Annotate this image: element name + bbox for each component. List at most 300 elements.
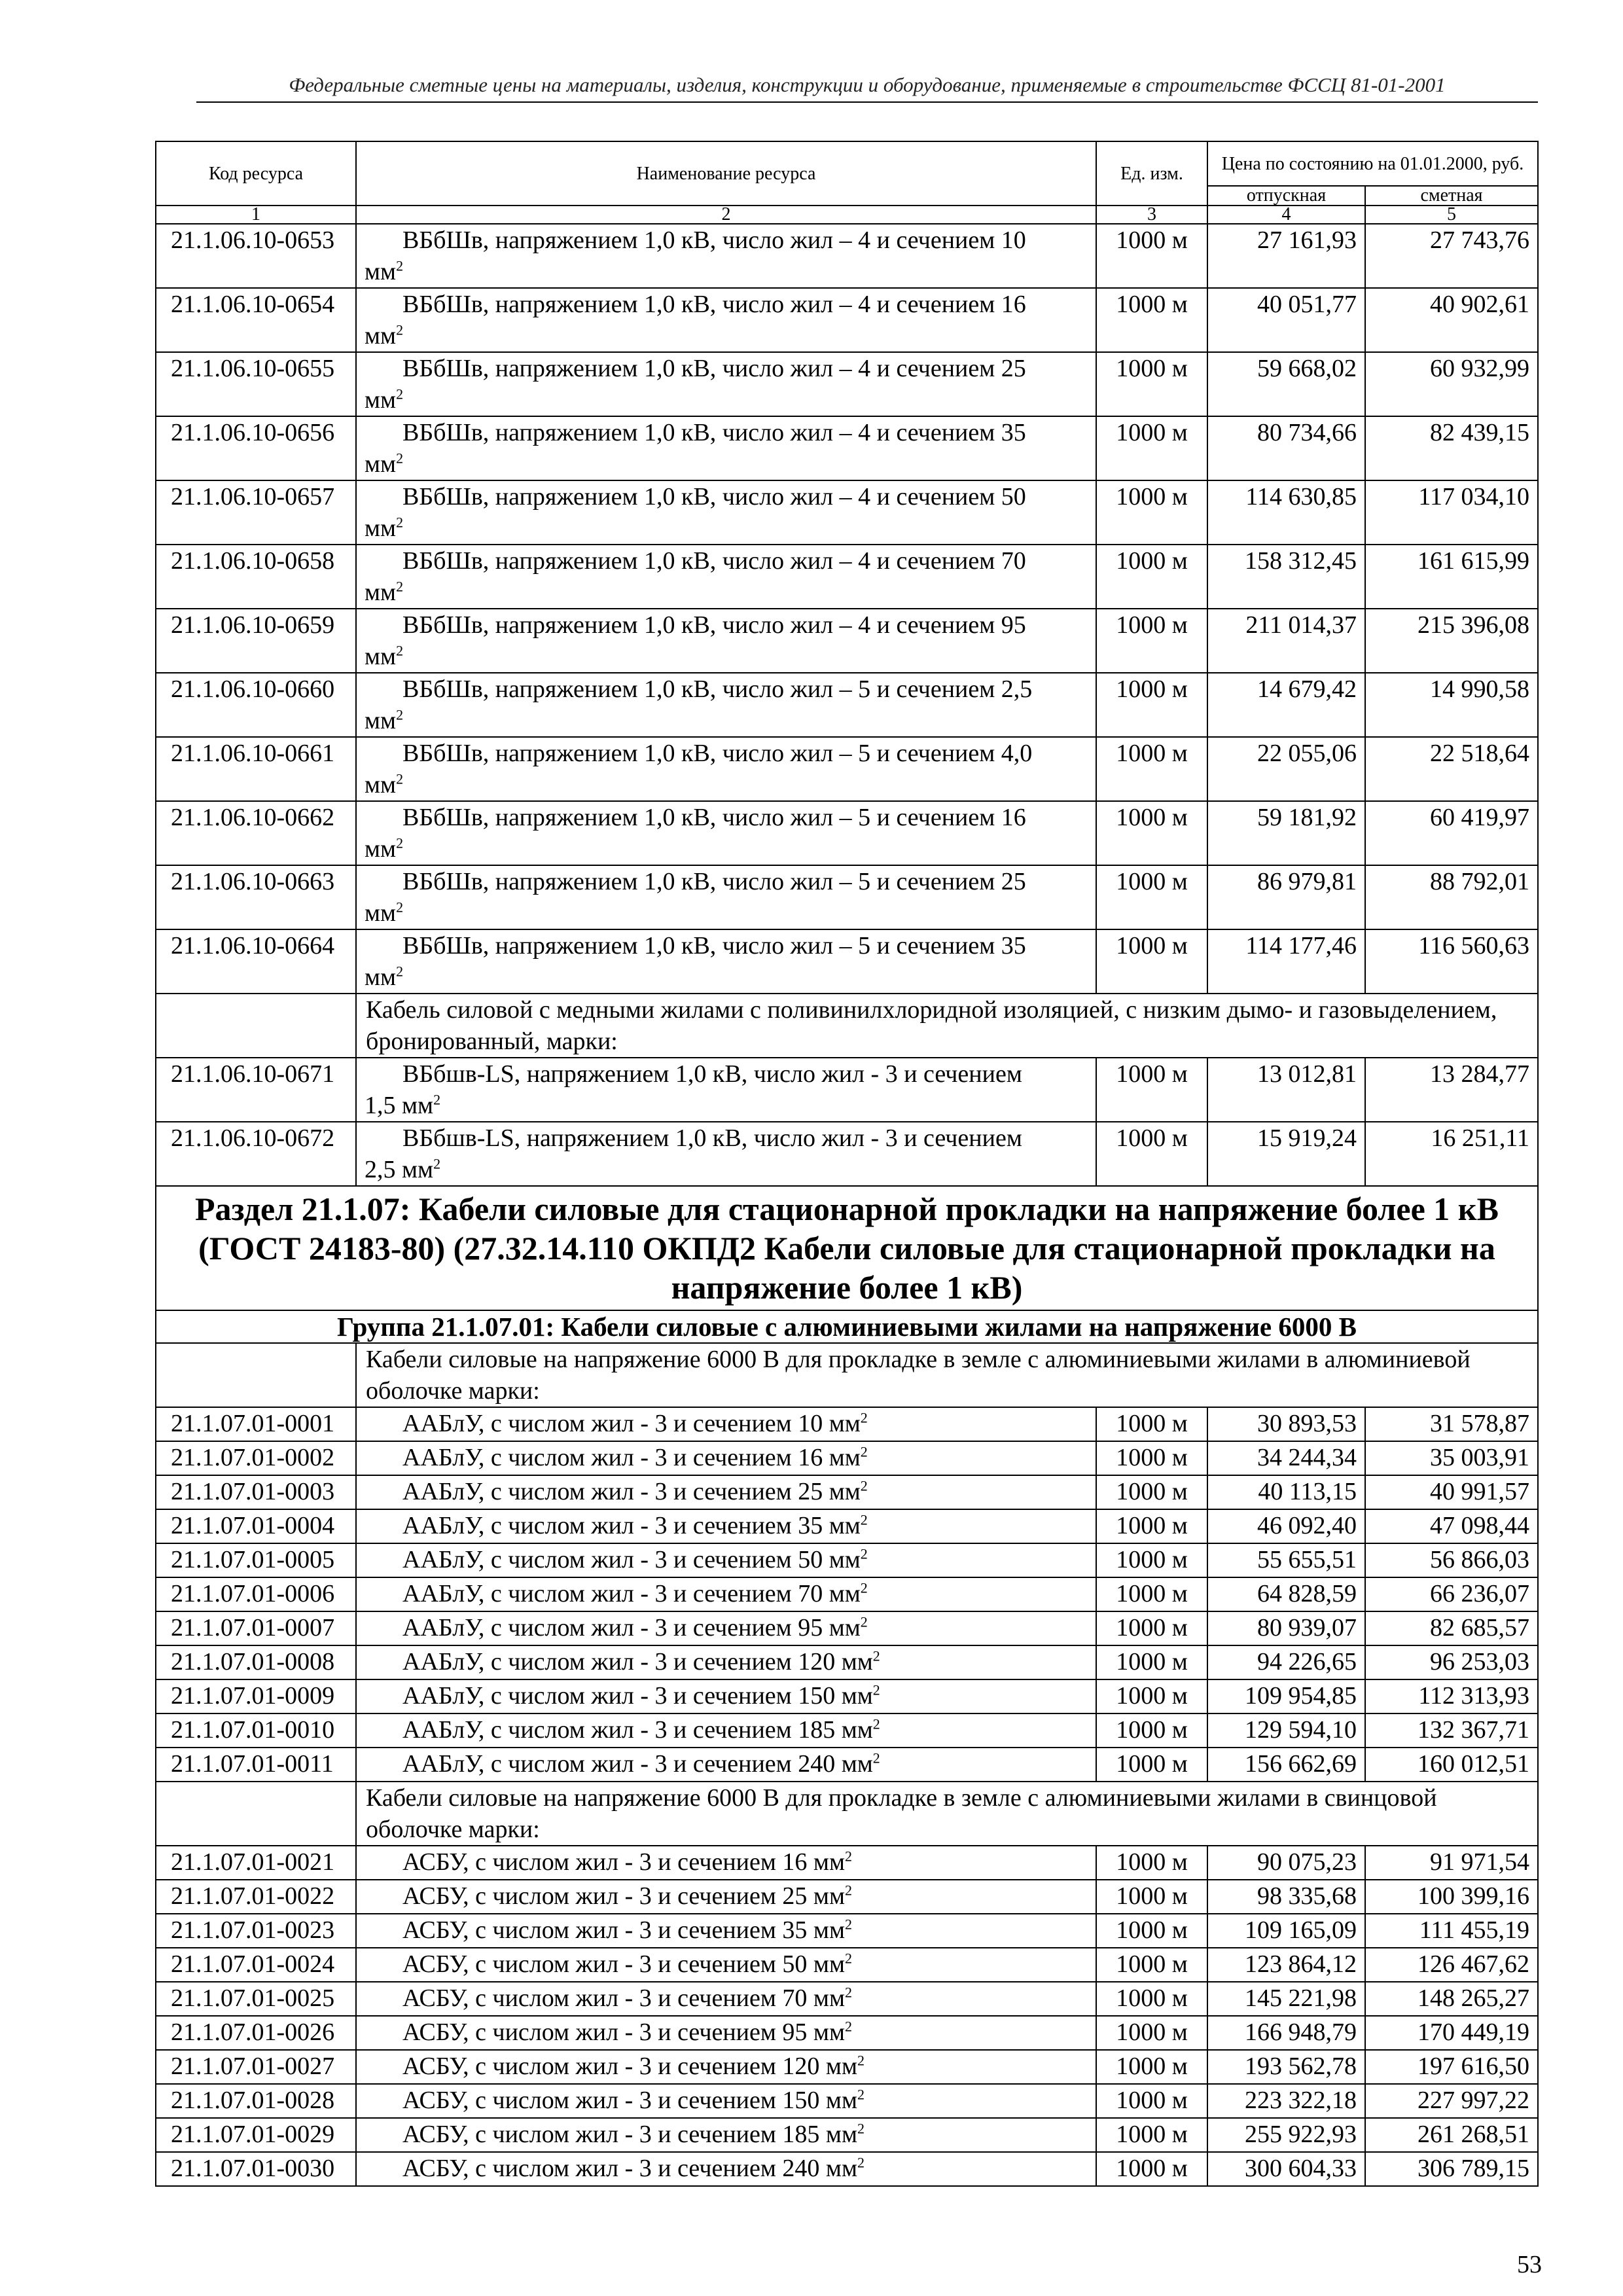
unit: 1000 м <box>1096 1914 1207 1948</box>
estimate-price: 111 455,19 <box>1365 1914 1538 1948</box>
resource-code: 21.1.06.10-0656 <box>156 416 356 480</box>
resource-code: 21.1.07.01-0030 <box>156 2152 356 2186</box>
resource-code: 21.1.07.01-0004 <box>156 1509 356 1543</box>
section-unit: мм <box>365 707 397 734</box>
col-header-name: Наименование ресурса <box>356 141 1096 206</box>
section-unit: мм <box>365 963 397 991</box>
resource-name-unit <box>365 1090 1088 1121</box>
group-note-asbu: Кабели силовые на напряжение 6000 В для прокладке в земле с алюминиевыми жилами в свинцовой оболочке марки: <box>356 1782 1538 1846</box>
release-price: 86 979,81 <box>1207 865 1365 929</box>
unit: 1000 м <box>1096 1948 1207 1982</box>
superscript-two: 2 <box>396 963 404 980</box>
unit: 1000 м <box>1096 1679 1207 1713</box>
resource-code: 21.1.06.10-0671 <box>156 1058 356 1122</box>
resource-name <box>356 737 1096 801</box>
release-price: 114 630,85 <box>1207 480 1365 545</box>
resource-code: 21.1.06.10-0661 <box>156 737 356 801</box>
estimate-price: 227 997,22 <box>1365 2084 1538 2118</box>
superscript-two: 2 <box>396 834 404 852</box>
resource-name-unit <box>365 641 1088 672</box>
estimate-price: 112 313,93 <box>1365 1679 1538 1713</box>
section-unit: мм <box>365 771 397 798</box>
estimate-price: 31 578,87 <box>1365 1407 1538 1441</box>
superscript-two: 2 <box>857 2154 865 2171</box>
resource-name <box>356 1713 1096 1748</box>
estimate-price: 126 467,62 <box>1365 1948 1538 1982</box>
resource-name-text: АСБУ, с числом жил - 3 и сечением 120 мм <box>402 2053 858 2080</box>
resource-code: 21.1.06.10-0653 <box>156 224 356 288</box>
resource-name <box>356 2152 1096 2186</box>
note-code-empty <box>156 994 356 1058</box>
table-row <box>156 1509 1538 1543</box>
estimate-price: 148 265,27 <box>1365 1982 1538 2016</box>
estimate-price: 100 399,16 <box>1365 1880 1538 1914</box>
unit: 1000 м <box>1096 1441 1207 1475</box>
resource-name <box>356 1846 1096 1880</box>
resource-name <box>356 1914 1096 1948</box>
resource-name-text: ААБлУ, с числом жил - 3 и сечением 185 мм <box>402 1716 873 1744</box>
resource-name-text: ВБбшв-LS, напряжением 1,0 кВ, число жил - 3 и сечением <box>402 1060 1022 1088</box>
resource-name-text: ВБбШв, напряжением 1,0 кВ, число жил – 4 и сечением 95 <box>402 611 1026 639</box>
resource-name <box>356 1122 1096 1186</box>
superscript-two: 2 <box>396 578 404 595</box>
release-price: 46 092,40 <box>1207 1509 1365 1543</box>
resource-name-text: АСБУ, с числом жил - 3 и сечением 35 мм <box>402 1916 846 1944</box>
unit: 1000 м <box>1096 673 1207 737</box>
resource-name <box>356 2118 1096 2152</box>
table-row <box>156 801 1538 865</box>
resource-name-unit <box>365 833 1088 865</box>
resource-name-text: ААБлУ, с числом жил - 3 и сечением 35 мм <box>402 1512 861 1539</box>
resource-code: 21.1.07.01-0022 <box>156 1880 356 1914</box>
resource-name-text: ААБлУ, с числом жил - 3 и сечением 240 мм <box>402 1750 873 1778</box>
resource-code: 21.1.06.10-0663 <box>156 865 356 929</box>
release-price: 255 922,93 <box>1207 2118 1365 2152</box>
superscript-two: 2 <box>396 321 404 338</box>
resource-name <box>356 545 1096 609</box>
superscript-two: 2 <box>872 1715 880 1732</box>
unit: 1000 м <box>1096 865 1207 929</box>
table-row <box>156 1880 1538 1914</box>
superscript-two: 2 <box>396 899 404 916</box>
unit: 1000 м <box>1096 1407 1207 1441</box>
resource-name-text: ААБлУ, с числом жил - 3 и сечением 120 мм <box>402 1648 873 1676</box>
page-number: 53 <box>1517 2251 1542 2278</box>
superscript-two: 2 <box>396 450 404 467</box>
resource-name-unit <box>365 320 1088 351</box>
estimate-price: 40 991,57 <box>1365 1475 1538 1509</box>
superscript-two: 2 <box>433 1091 441 1108</box>
superscript-two: 2 <box>845 1984 853 2001</box>
estimate-price: 117 034,10 <box>1365 480 1538 545</box>
table-row <box>156 416 1538 480</box>
resource-code: 21.1.07.01-0023 <box>156 1914 356 1948</box>
superscript-two: 2 <box>396 514 404 531</box>
group-title: Группа 21.1.07.01: Кабели силовые с алюминиевыми жилами на напряжение 6000 В <box>156 1310 1538 1343</box>
table-row <box>156 1914 1538 1948</box>
release-price: 123 864,12 <box>1207 1948 1365 1982</box>
resource-name-text: АСБУ, с числом жил - 3 и сечением 16 мм <box>402 1848 846 1876</box>
superscript-two: 2 <box>860 1477 868 1494</box>
resource-name <box>356 416 1096 480</box>
resource-code: 21.1.07.01-0029 <box>156 2118 356 2152</box>
release-price: 80 734,66 <box>1207 416 1365 480</box>
unit: 1000 м <box>1096 1122 1207 1186</box>
release-price: 98 335,68 <box>1207 1880 1365 1914</box>
unit: 1000 м <box>1096 1880 1207 1914</box>
note-row <box>156 1782 1538 1846</box>
section-unit: мм <box>365 450 397 478</box>
resource-name-text: ВБбШв, напряжением 1,0 кВ, число жил – 4 и сечением 50 <box>402 483 1026 511</box>
estimate-price: 160 012,51 <box>1365 1748 1538 1782</box>
release-price: 158 312,45 <box>1207 545 1365 609</box>
resource-code: 21.1.07.01-0026 <box>156 2016 356 2050</box>
resource-code: 21.1.07.01-0007 <box>156 1611 356 1645</box>
superscript-two: 2 <box>860 1511 868 1528</box>
group-title-row <box>156 1310 1538 1343</box>
table-row <box>156 2084 1538 2118</box>
table-row <box>156 545 1538 609</box>
superscript-two: 2 <box>860 1443 868 1460</box>
note-code-empty <box>156 1782 356 1846</box>
estimate-price: 60 419,97 <box>1365 801 1538 865</box>
superscript-two: 2 <box>860 1579 868 1596</box>
estimate-price: 35 003,91 <box>1365 1441 1538 1475</box>
col-header-code: Код ресурса <box>156 141 356 206</box>
resource-code: 21.1.07.01-0001 <box>156 1407 356 1441</box>
resource-name <box>356 1577 1096 1611</box>
resource-code: 21.1.07.01-0028 <box>156 2084 356 2118</box>
resource-name-unit <box>365 256 1088 287</box>
estimate-price: 91 971,54 <box>1365 1846 1538 1880</box>
resource-code: 21.1.07.01-0005 <box>156 1543 356 1577</box>
unit: 1000 м <box>1096 288 1207 352</box>
resource-code: 21.1.07.01-0010 <box>156 1713 356 1748</box>
estimate-price: 66 236,07 <box>1365 1577 1538 1611</box>
unit: 1000 м <box>1096 929 1207 994</box>
estimate-price: 215 396,08 <box>1365 609 1538 673</box>
resource-name-text: АСБУ, с числом жил - 3 и сечением 95 мм <box>402 2018 846 2046</box>
resource-name <box>356 1880 1096 1914</box>
estimate-price: 22 518,64 <box>1365 737 1538 801</box>
estimate-price: 82 439,15 <box>1365 416 1538 480</box>
resource-name-unit <box>365 1154 1088 1185</box>
table-row <box>156 1645 1538 1679</box>
resource-code: 21.1.06.10-0658 <box>156 545 356 609</box>
table-row <box>156 1611 1538 1645</box>
resource-code: 21.1.06.10-0660 <box>156 673 356 737</box>
section-unit: мм <box>365 899 397 927</box>
release-price: 223 322,18 <box>1207 2084 1365 2118</box>
superscript-two: 2 <box>845 1950 853 1967</box>
resource-name-text: ВБбШв, напряжением 1,0 кВ, число жил – 4 и сечением 25 <box>402 355 1026 382</box>
table-row <box>156 1441 1538 1475</box>
resource-name <box>356 609 1096 673</box>
resource-code: 21.1.06.10-0659 <box>156 609 356 673</box>
resource-name-text: АСБУ, с числом жил - 3 и сечением 25 мм <box>402 1882 846 1910</box>
resource-code: 21.1.07.01-0027 <box>156 2050 356 2084</box>
resource-name-text: АСБУ, с числом жил - 3 и сечением 185 мм <box>402 2121 858 2148</box>
table-row <box>156 1846 1538 1880</box>
superscript-two: 2 <box>857 2086 865 2103</box>
col-header-unit: Ед. изм. <box>1096 141 1207 206</box>
release-price: 90 075,23 <box>1207 1846 1365 1880</box>
release-price: 300 604,33 <box>1207 2152 1365 2186</box>
resource-name <box>356 673 1096 737</box>
resource-name-text: ВБбШв, напряжением 1,0 кВ, число жил – 4 и сечением 16 <box>402 291 1026 318</box>
resource-name <box>356 1611 1096 1645</box>
unit: 1000 м <box>1096 2118 1207 2152</box>
release-price: 55 655,51 <box>1207 1543 1365 1577</box>
resource-name-text: ВБбШв, напряжением 1,0 кВ, число жил – 5 и сечением 2,5 <box>402 675 1033 703</box>
table-row <box>156 2016 1538 2050</box>
unit: 1000 м <box>1096 1611 1207 1645</box>
unit: 1000 м <box>1096 416 1207 480</box>
resource-name-unit <box>365 897 1088 929</box>
superscript-two: 2 <box>396 706 404 723</box>
estimate-price: 88 792,01 <box>1365 865 1538 929</box>
resource-name <box>356 480 1096 545</box>
resource-name <box>356 1441 1096 1475</box>
col-header-release: отпускная <box>1207 186 1365 206</box>
estimate-price: 116 560,63 <box>1365 929 1538 994</box>
estimate-price: 82 685,57 <box>1365 1611 1538 1645</box>
unit: 1000 м <box>1096 2016 1207 2050</box>
resource-code: 21.1.06.10-0657 <box>156 480 356 545</box>
superscript-two: 2 <box>433 1155 441 1172</box>
superscript-two: 2 <box>857 2052 865 2069</box>
unit: 1000 м <box>1096 1748 1207 1782</box>
note-row <box>156 994 1538 1058</box>
resource-code: 21.1.07.01-0024 <box>156 1948 356 1982</box>
table-row <box>156 1713 1538 1748</box>
resource-name-text: ВБбШв, напряжением 1,0 кВ, число жил – 4 и сечением 70 <box>402 547 1026 575</box>
table-row <box>156 2152 1538 2186</box>
table-row <box>156 1122 1538 1186</box>
release-price: 109 954,85 <box>1207 1679 1365 1713</box>
unit: 1000 м <box>1096 801 1207 865</box>
table-row <box>156 1948 1538 1982</box>
release-price: 109 165,09 <box>1207 1914 1365 1948</box>
resource-name-text: ААБлУ, с числом жил - 3 и сечением 50 мм <box>402 1546 861 1573</box>
estimate-price: 56 866,03 <box>1365 1543 1538 1577</box>
resource-code: 21.1.06.10-0654 <box>156 288 356 352</box>
release-price: 59 668,02 <box>1207 352 1365 416</box>
section-unit: 1,5 мм <box>365 1092 434 1119</box>
resource-name <box>356 1748 1096 1782</box>
unit: 1000 м <box>1096 224 1207 288</box>
col-number-5: 5 <box>1365 206 1538 224</box>
release-price: 114 177,46 <box>1207 929 1365 994</box>
col-header-price: Цена по состоянию на 01.01.2000, руб. <box>1207 141 1538 186</box>
section-title: Раздел 21.1.07: Кабели силовые для стационарной прокладки на напряжение более 1 кВ (ГОСТ 24183-80) (27.32.14.110 ОКПД2 Кабели силовые для стационарной прокладки на напряжение более 1 кВ) <box>156 1186 1538 1310</box>
release-price: 193 562,78 <box>1207 2050 1365 2084</box>
resource-name-unit <box>365 961 1088 993</box>
note-code-empty <box>156 1343 356 1407</box>
release-price: 13 012,81 <box>1207 1058 1365 1122</box>
resource-name <box>356 801 1096 865</box>
note-row <box>156 1343 1538 1407</box>
superscript-two: 2 <box>845 1882 853 1899</box>
resource-code: 21.1.07.01-0003 <box>156 1475 356 1509</box>
unit: 1000 м <box>1096 1577 1207 1611</box>
estimate-price: 60 932,99 <box>1365 352 1538 416</box>
resource-code: 21.1.06.10-0672 <box>156 1122 356 1186</box>
resource-name-text: ААБлУ, с числом жил - 3 и сечением 16 мм <box>402 1444 861 1471</box>
resource-name <box>356 1948 1096 1982</box>
superscript-two: 2 <box>872 1647 880 1664</box>
resource-name <box>356 288 1096 352</box>
estimate-price: 306 789,15 <box>1365 2152 1538 2186</box>
superscript-two: 2 <box>396 770 404 787</box>
section-unit: мм <box>365 579 397 606</box>
resource-name <box>356 1982 1096 2016</box>
release-price: 40 051,77 <box>1207 288 1365 352</box>
superscript-two: 2 <box>396 257 404 274</box>
unit: 1000 м <box>1096 2050 1207 2084</box>
unit: 1000 м <box>1096 1982 1207 2016</box>
release-price: 40 113,15 <box>1207 1475 1365 1509</box>
unit: 1000 м <box>1096 609 1207 673</box>
table-row <box>156 1577 1538 1611</box>
table-row <box>156 2050 1538 2084</box>
table-row <box>156 352 1538 416</box>
col-number-4: 4 <box>1207 206 1365 224</box>
estimate-price: 170 449,19 <box>1365 2016 1538 2050</box>
resource-code: 21.1.07.01-0021 <box>156 1846 356 1880</box>
page-running-header: Федеральные сметные цены на материалы, изделия, конструкции и оборудование, применяемые в строительстве ФССЦ 81-01-2001 <box>289 73 1446 96</box>
resource-name-text: ВБбшв-LS, напряжением 1,0 кВ, число жил - 3 и сечением <box>402 1124 1022 1152</box>
estimate-price: 197 616,50 <box>1365 2050 1538 2084</box>
estimate-price: 40 902,61 <box>1365 288 1538 352</box>
resource-name <box>356 2084 1096 2118</box>
resource-name-unit <box>365 577 1088 608</box>
unit: 1000 м <box>1096 1846 1207 1880</box>
resource-name-text: АСБУ, с числом жил - 3 и сечением 150 мм <box>402 2087 858 2114</box>
resource-name-text: ВБбШв, напряжением 1,0 кВ, число жил – 5 и сечением 25 <box>402 868 1026 895</box>
section-title-row <box>156 1186 1538 1310</box>
estimate-price: 47 098,44 <box>1365 1509 1538 1543</box>
table-row <box>156 673 1538 737</box>
col-number-1: 1 <box>156 206 356 224</box>
table-row <box>156 929 1538 994</box>
resource-name-text: ВБбШв, напряжением 1,0 кВ, число жил – 4 и сечением 35 <box>402 419 1026 446</box>
unit: 1000 м <box>1096 2084 1207 2118</box>
group-note-ls: Кабель силовой с медными жилами с поливинилхлоридной изоляцией, с низким дымо- и газовыделением, бронированный, марки: <box>356 994 1538 1058</box>
release-price: 211 014,37 <box>1207 609 1365 673</box>
resource-name <box>356 1679 1096 1713</box>
resource-name-text: ААБлУ, с числом жил - 3 и сечением 25 мм <box>402 1478 861 1505</box>
superscript-two: 2 <box>857 2120 865 2137</box>
section-unit: мм <box>365 514 397 542</box>
resource-name-unit <box>365 448 1088 480</box>
resource-code: 21.1.07.01-0006 <box>156 1577 356 1611</box>
section-unit: мм <box>365 258 397 285</box>
resource-name-text: ВБбШв, напряжением 1,0 кВ, число жил – 5 и сечением 16 <box>402 804 1026 831</box>
col-header-estimate: сметная <box>1365 186 1538 206</box>
resource-name <box>356 1645 1096 1679</box>
resource-name <box>356 929 1096 994</box>
resource-code: 21.1.07.01-0009 <box>156 1679 356 1713</box>
col-number-3: 3 <box>1096 206 1207 224</box>
resource-name-text: АСБУ, с числом жил - 3 и сечением 240 мм <box>402 2155 858 2182</box>
release-price: 30 893,53 <box>1207 1407 1365 1441</box>
section-unit: мм <box>365 322 397 350</box>
unit: 1000 м <box>1096 2152 1207 2186</box>
table-row <box>156 288 1538 352</box>
section-unit: мм <box>365 643 397 670</box>
release-price: 129 594,10 <box>1207 1713 1365 1748</box>
unit: 1000 м <box>1096 480 1207 545</box>
table-row <box>156 480 1538 545</box>
unit: 1000 м <box>1096 1058 1207 1122</box>
unit: 1000 м <box>1096 1509 1207 1543</box>
table-row <box>156 224 1538 288</box>
superscript-two: 2 <box>845 1848 853 1865</box>
resource-name <box>356 1543 1096 1577</box>
superscript-two: 2 <box>872 1681 880 1698</box>
unit: 1000 м <box>1096 545 1207 609</box>
superscript-two: 2 <box>845 2018 853 2035</box>
resource-code: 21.1.06.10-0662 <box>156 801 356 865</box>
release-price: 15 919,24 <box>1207 1122 1365 1186</box>
resource-name-unit <box>365 769 1088 800</box>
resource-name <box>356 1509 1096 1543</box>
release-price: 22 055,06 <box>1207 737 1365 801</box>
section-unit: мм <box>365 835 397 863</box>
resource-name <box>356 224 1096 288</box>
resource-code: 21.1.07.01-0025 <box>156 1982 356 2016</box>
resource-name <box>356 352 1096 416</box>
superscript-two: 2 <box>860 1545 868 1562</box>
table-row <box>156 2118 1538 2152</box>
resource-name-text: ААБлУ, с числом жил - 3 и сечением 95 мм <box>402 1614 861 1641</box>
table-row <box>156 1543 1538 1577</box>
resource-name-text: ААБлУ, с числом жил - 3 и сечением 70 мм <box>402 1580 861 1607</box>
release-price: 156 662,69 <box>1207 1748 1365 1782</box>
group-note-aabl: Кабели силовые на напряжение 6000 В для прокладке в земле с алюминиевыми жилами в алюминиевой оболочке марки: <box>356 1343 1538 1407</box>
estimate-price: 96 253,03 <box>1365 1645 1538 1679</box>
resource-name-unit <box>365 384 1088 416</box>
estimate-price: 261 268,51 <box>1365 2118 1538 2152</box>
release-price: 64 828,59 <box>1207 1577 1365 1611</box>
superscript-two: 2 <box>860 1613 868 1630</box>
superscript-two: 2 <box>396 642 404 659</box>
superscript-two: 2 <box>872 1749 880 1767</box>
unit: 1000 м <box>1096 352 1207 416</box>
resource-code: 21.1.07.01-0011 <box>156 1748 356 1782</box>
table-row <box>156 1679 1538 1713</box>
col-number-2: 2 <box>356 206 1096 224</box>
resource-name-text: ВБбШв, напряжением 1,0 кВ, число жил – 5 и сечением 4,0 <box>402 740 1033 767</box>
table-row <box>156 1748 1538 1782</box>
table-row <box>156 1058 1538 1122</box>
superscript-two: 2 <box>845 1916 853 1933</box>
resource-name-text: АСБУ, с числом жил - 3 и сечением 50 мм <box>402 1950 846 1978</box>
table-row <box>156 609 1538 673</box>
table-row <box>156 1475 1538 1509</box>
price-table <box>155 141 1539 2187</box>
resource-code: 21.1.07.01-0002 <box>156 1441 356 1475</box>
estimate-price: 161 615,99 <box>1365 545 1538 609</box>
table-row <box>156 1982 1538 2016</box>
resource-code: 21.1.07.01-0008 <box>156 1645 356 1679</box>
estimate-price: 27 743,76 <box>1365 224 1538 288</box>
resource-name <box>356 1407 1096 1441</box>
resource-name <box>356 865 1096 929</box>
header-rule <box>196 101 1538 103</box>
resource-name-text: ВБбШв, напряжением 1,0 кВ, число жил – 4 и сечением 10 <box>402 226 1026 254</box>
